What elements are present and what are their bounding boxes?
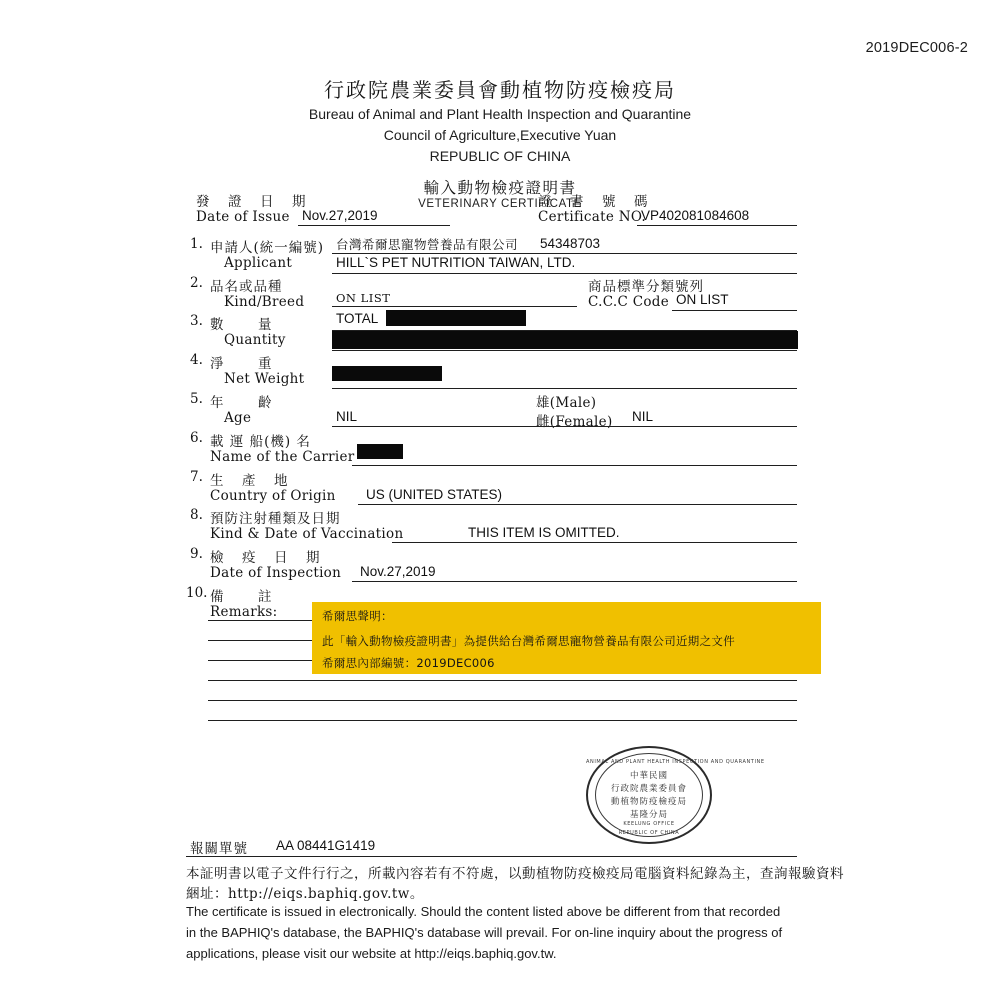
field-3-redaction-1 (386, 310, 526, 326)
remarks-highlight-line-1: 希爾思聲明： (322, 609, 393, 623)
field-1-rule-2 (332, 273, 797, 274)
header-title-en-2: Council of Agriculture,Executive Yuan (383, 126, 617, 143)
remarks-rule-4 (208, 680, 797, 681)
ccc-code-label-cn: 商品標準分類號列 (588, 279, 704, 295)
field-2-label-en: Kind/Breed (224, 294, 305, 310)
ccc-code-value: ON LIST (676, 292, 729, 307)
seal-line-3: 動植物防疫檢疫局 (610, 797, 687, 807)
field-5-female-value: NIL (632, 409, 654, 424)
field-8-label-cn: 預防注射種類及日期 (210, 511, 341, 527)
footer-en-line-1: The certificate is issued in electronically. Should the content listed above be different from that recorded (186, 904, 781, 919)
customs-label-cn: 報關單號 (190, 841, 248, 857)
ccc-code-label-en: C.C.C Code (588, 294, 669, 310)
field-1-rule-1 (332, 253, 797, 254)
field-9-value: Nov.27,2019 (360, 564, 436, 579)
field-1-number: 1. (190, 236, 203, 252)
certificate-no-label-cn: 證 書 號 碼 (538, 194, 650, 210)
issue-date-label-en: Date of Issue (196, 209, 290, 225)
field-3-value: TOTAL (336, 311, 379, 326)
header-title-en-1: Bureau of Animal and Plant Health Inspection and Quarantine (308, 106, 692, 122)
issue-date-value: Nov.27,2019 (302, 208, 378, 223)
field-8-label-en: Kind & Date of Vaccination (210, 526, 404, 542)
footer-cn-line-2: 綑址：http://eiqs.baphiq.gov.tw。 (186, 886, 424, 902)
seal-line-4: 基隆分局 (629, 810, 668, 820)
field-5-number: 5. (190, 391, 203, 407)
field-5-age-value: NIL (336, 409, 358, 424)
field-6-redaction (357, 444, 403, 459)
document-reference-id: 2019DEC006-2 (865, 40, 968, 56)
customs-value: AA 08441G1419 (276, 838, 376, 853)
field-8-rule (392, 542, 797, 543)
seal-outer-text: ANIMAL AND PLANT HEALTH INSPECTION AND QUARANTINE (586, 759, 765, 765)
certificate-no-value: VP402081084608 (641, 208, 750, 223)
field-7-number: 7. (190, 469, 203, 485)
field-6-number: 6. (190, 430, 203, 446)
document-header (0, 78, 1000, 210)
field-4-label-en: Net Weight (224, 371, 305, 387)
field-3-label-en: Quantity (224, 332, 286, 348)
ccc-code-rule (672, 310, 797, 311)
remarks-rule-5 (208, 700, 797, 701)
field-6-label-cn: 載 運 船(機) 名 (210, 434, 311, 450)
issue-date-rule (298, 225, 450, 226)
field-1-applicant-uniform-number: 54348703 (540, 236, 601, 251)
field-5-label-cn: 年 齡 (210, 395, 274, 411)
field-4-number: 4. (190, 352, 203, 368)
customs-rule (186, 856, 797, 857)
remarks-rule-6 (208, 720, 797, 721)
certificate-no-rule (637, 225, 797, 226)
field-4-label-cn: 淨 重 (210, 356, 274, 372)
field-6-rule (352, 465, 797, 466)
field-10-label-en: Remarks: (210, 604, 278, 620)
field-1-applicant-cn: 台灣希爾思寵物營養品有限公司 (336, 237, 519, 252)
field-7-label-cn: 生 產 地 (210, 473, 290, 489)
field-3-label-cn: 數 量 (210, 317, 274, 333)
field-7-rule (358, 504, 797, 505)
header-title-en-3: REPUBLIC OF CHINA (429, 147, 571, 164)
field-9-rule (352, 581, 797, 582)
seal-line-1: 中華民國 (629, 771, 668, 781)
footer-cn-line-1: 本証明書以電子文件行行之，所載內容若有不符處，以動植物防疫檢疫局電腦資料紀錄為主，查詢報驗資料 (186, 866, 844, 882)
field-6-label-en: Name of the Carrier (210, 449, 355, 465)
field-5-female-label: 雌(Female) (536, 414, 613, 430)
field-5-rule (332, 426, 797, 427)
certificate-no-label-en: Certificate NO. (538, 209, 647, 225)
field-10-number: 10. (186, 585, 208, 601)
header-subtitle-cn: 輸入動物檢疫證明書 (423, 178, 577, 197)
field-3-redaction-2 (332, 331, 798, 349)
field-4-rule (332, 388, 797, 389)
field-10-label-cn: 備 註 (210, 589, 274, 605)
field-9-number: 9. (190, 546, 203, 562)
field-9-label-cn: 檢 疫 日 期 (210, 550, 322, 566)
field-3-number: 3. (190, 313, 203, 329)
field-9-label-en: Date of Inspection (210, 565, 342, 581)
field-3-rule-2 (332, 350, 797, 351)
field-1-label-en: Applicant (224, 255, 293, 271)
field-4-redaction (332, 366, 442, 381)
field-5-male-label: 雄(Male) (536, 395, 597, 411)
remarks-highlight-line-2: 此「輸入動物檢疫證明書」為提供給台灣希爾思寵物營養品有限公司近期之文件 (322, 634, 735, 648)
field-1-label-cn: 申請人(統一編號) (210, 240, 325, 256)
official-seal (586, 746, 765, 846)
header-title-cn: 行政院農業委員會動植物防疫檢疫局 (324, 78, 676, 102)
seal-bottom-text: REPUBLIC OF CHINA (618, 830, 680, 836)
seal-line-5: KEELUNG OFFICE (623, 821, 675, 827)
issue-date-label-cn: 發 證 日 期 (196, 194, 308, 210)
header-subtitle-en: VETERINARY CERTIFICATE (418, 197, 582, 210)
remarks-highlight-line-3: 希爾思內部編號：2019DEC006 (322, 656, 495, 670)
field-7-label-en: Country of Origin (210, 488, 336, 504)
field-8-number: 8. (190, 507, 203, 523)
field-8-value: THIS ITEM IS OMITTED. (468, 525, 620, 540)
field-2-value: ON LIST (336, 291, 391, 305)
footer-en-line-2: in the BAPHIQ's database, the BAPHIQ's database will prevail. For on-line inquiry about the progress of (186, 925, 783, 940)
field-7-value: US (UNITED STATES) (366, 487, 503, 502)
seal-line-2: 行政院農業委員會 (610, 784, 687, 794)
footer-en-line-3: applications, please visit our website at http://eiqs.baphiq.gov.tw. (186, 946, 557, 961)
field-5-label-en: Age (224, 410, 252, 426)
field-2-number: 2. (190, 275, 203, 291)
field-1-applicant-en: HILL`S PET NUTRITION TAIWAN, LTD. (336, 255, 576, 270)
field-2-label-cn: 品名或品種 (210, 279, 283, 295)
field-2-rule (332, 306, 577, 307)
